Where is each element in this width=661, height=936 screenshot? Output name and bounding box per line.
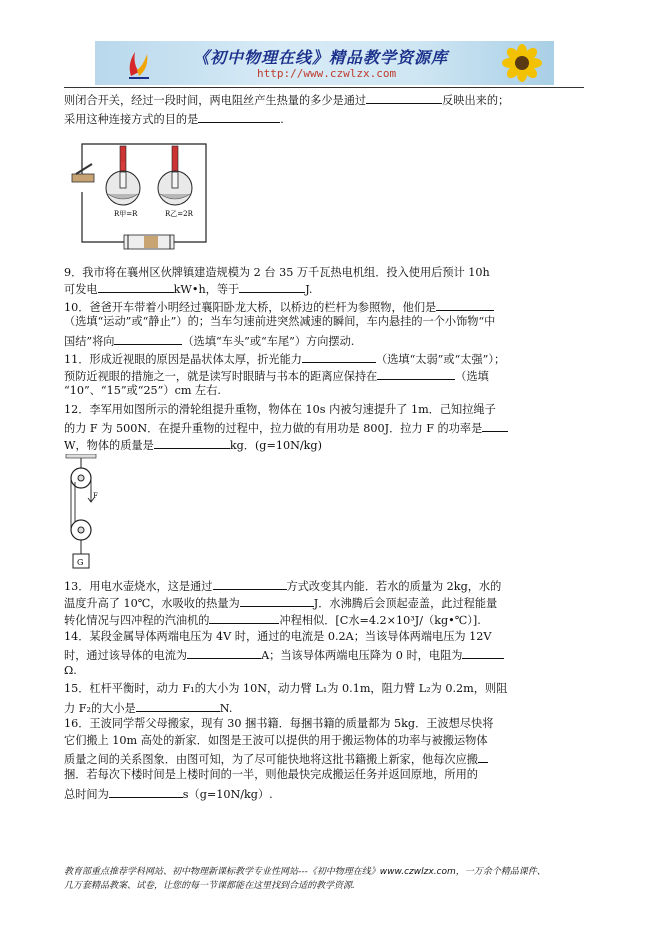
banner-title: 《初中物理在线》精品教学资源库: [193, 48, 449, 67]
switch-lever: [76, 164, 92, 174]
q14-line: Ω.: [64, 664, 77, 677]
q13-line: 13．用电水壶烧水，这是通过 方式改变其内能．若水的质量为 2kg，水的: [64, 580, 502, 593]
q16-line: 16．王波同学帮父母搬家，现有 30 捆书籍．每捆书籍的质量都为 5kg．王波想尽快将: [64, 717, 494, 730]
text-line: 则闭合开关，经过一段时间，两电阻丝产生热量的多少是通过 反映出来的；: [64, 94, 510, 107]
q15-line: 力 F₂的大小是 N.: [64, 702, 233, 715]
q11-line: 11．形成近视眼的原因是晶状体太厚，折光能力 （选填“太弱”或“太强”）；: [64, 353, 506, 366]
figure-pulley: [64, 454, 100, 572]
banner-url: http://www.czwlzx.com: [257, 67, 397, 80]
q16-line: 捆．若每次下楼时间是上楼时间的一半，则他最快完成搬运任务并返回原地，所用的: [64, 768, 478, 781]
q16-line: 质量之间的关系图象．由图可知，为了尽可能快地将这批书籍搬上新家，他每次应搬: [64, 751, 488, 767]
q11-line: “10”、“15”或“25”）cm 左右.: [64, 384, 221, 397]
q14-line: 14．某段金属导体两端电压为 4V 时，通过的电流是 0.2A；当该导体两端电压为 12V: [64, 630, 492, 643]
weight-label: G: [77, 558, 84, 567]
footer-line: 几万套精品教案、试卷，让您的每一节课都能在这里找到合适的教学资源.: [64, 881, 355, 891]
q13-line: 转化情况与四冲程的汽油机的 冲程相似．[C水=4.2×10³J/（kg•℃）].: [64, 614, 481, 627]
resistor-label-right: R乙=2R: [165, 210, 193, 218]
header-banner: [95, 41, 554, 85]
text-line: 采用这种连接方式的目的是 .: [64, 113, 284, 126]
q9-line: 可发电 kW•h，等于 J.: [64, 283, 313, 296]
q13-line: 温度升高了 10℃，水吸收的热量为 J．水沸腾后会顶起壶盖，此过程能量: [64, 597, 498, 610]
q16-line: 它们搬上 10m 高处的新家．如图是王波可以提供的用于搬运物体的功率与被搬运物体: [64, 734, 488, 747]
figure-circuit: [64, 132, 214, 250]
footer-line: 教育部重点推荐学科网站、初中物理新课标教学专业性网站---《初中物理在线》www.czwlzx.com，一万余个精品课件、: [64, 867, 546, 877]
q10-line: 10．爸爸开车带着小明经过襄阳卧龙大桥，以桥边的栏杆为参照物，他们是: [64, 299, 494, 315]
q10-line: （选填“运动”或“静止”）的；当车匀速前进突然减速的瞬间，车内悬挂的一个小饰物“中: [64, 315, 496, 328]
q10-line: 国结”将向 （选填“车头”或“车尾”）方向摆动.: [64, 335, 355, 348]
switch-base: [72, 174, 94, 182]
resistor-label-left: R甲=R: [114, 210, 138, 218]
q12-line: 的力 F 为 500N．在提升重物的过程中，拉力做的有用功是 800J．拉力 F 的功率是: [64, 420, 508, 436]
q12-line: W，物体的质量是 kg．(g=10N/kg): [64, 439, 322, 452]
q16-line: 总时间为 s（g=10N/kg）.: [64, 788, 273, 801]
q11-line: 预防近视眼的措施之一，就是读写时眼睛与书本的距离应保持在 （选填: [64, 370, 489, 383]
q14-line: 时，通过该导体的电流为 A；当该导体两端电压降为 0 时，电阻为: [64, 647, 504, 663]
site-logo-icon: [125, 46, 153, 80]
sunflower-icon: [498, 44, 546, 82]
force-label: F: [93, 492, 98, 500]
q9-line: 9．我市将在襄州区伙牌镇建造规模为 2 台 35 万千瓦热电机组．投入使用后预计 10h: [64, 266, 490, 279]
header-rule: [64, 87, 584, 88]
q12-line: 12．李军用如图所示的滑轮组提升重物，物体在 10s 内被匀速提升了 1m．己知拉绳子: [64, 403, 496, 416]
q15-line: 15．杠杆平衡时，动力 F₁的大小为 10N，动力臂 L₁为 0.1m，阻力臂 L₂为 0.2m，则阻: [64, 682, 508, 695]
